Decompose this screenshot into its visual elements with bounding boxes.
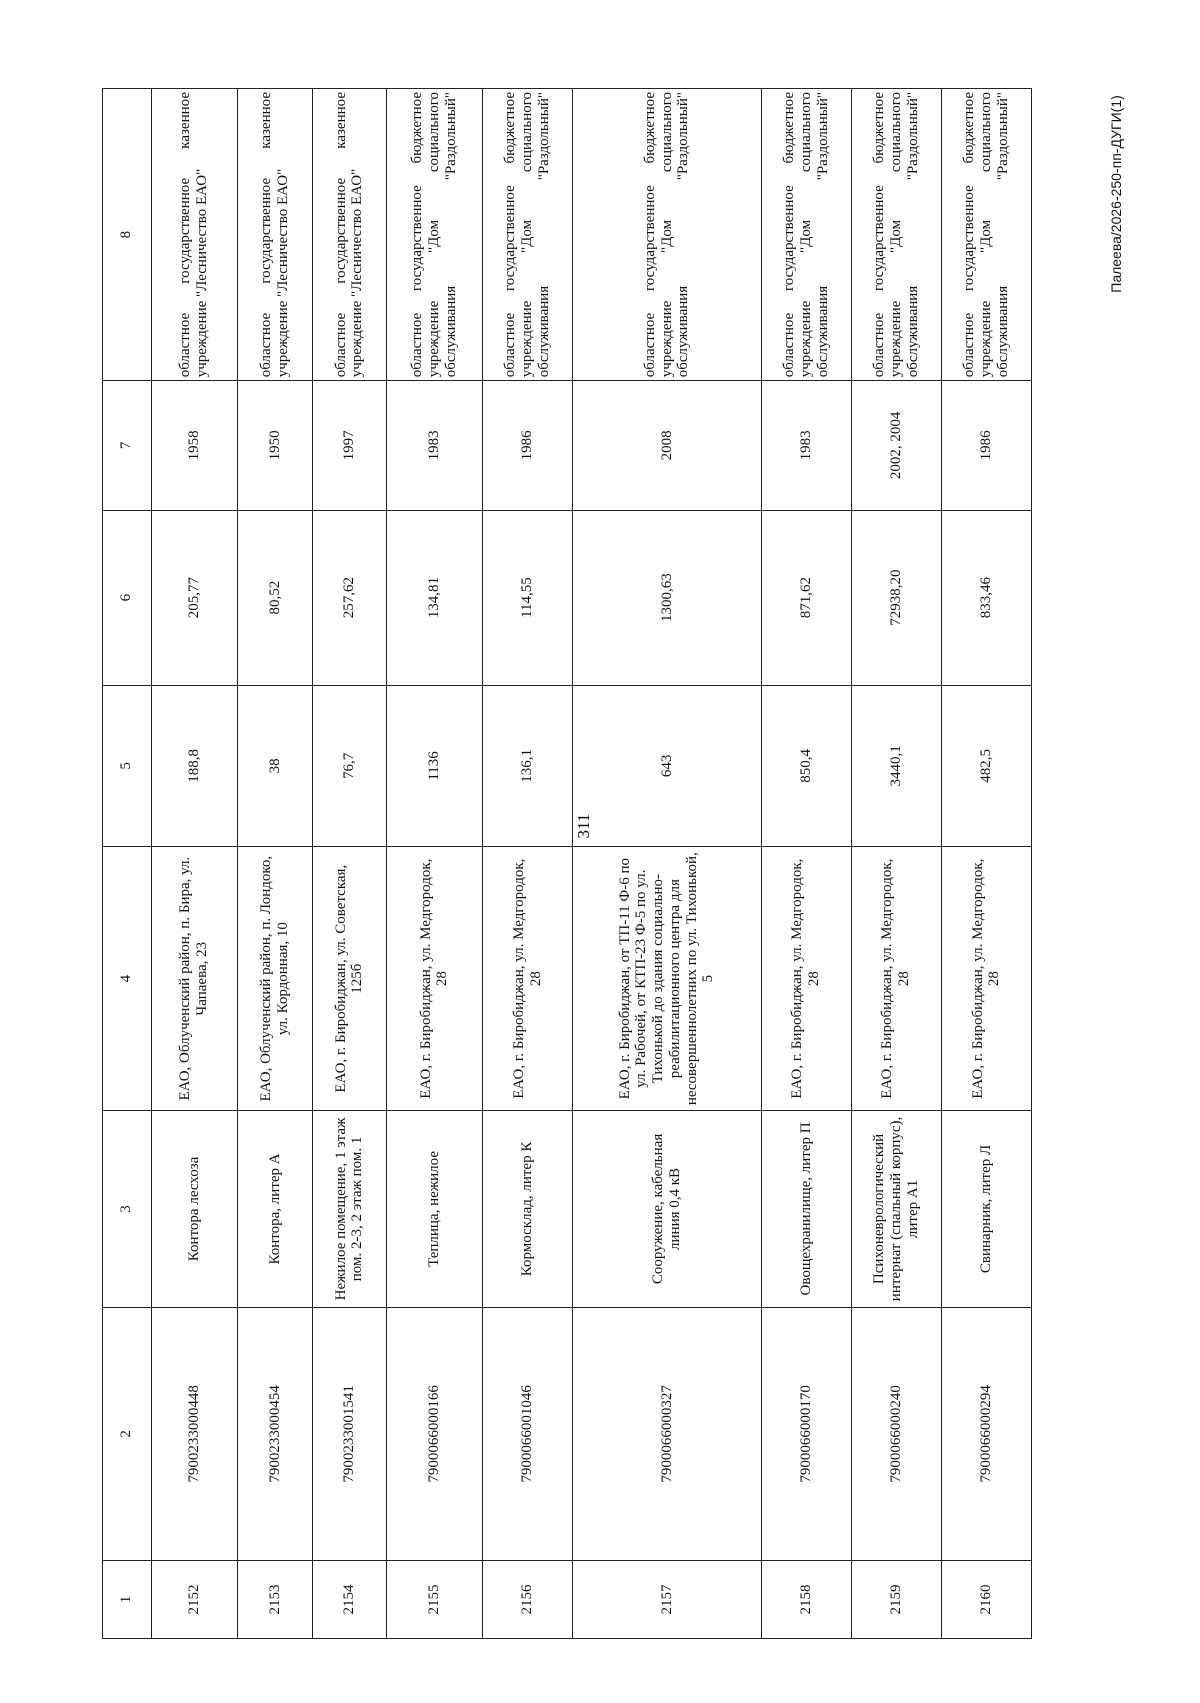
table-row — [941, 89, 1031, 1639]
registry-table — [102, 88, 1032, 1639]
header-cell: 4 — [103, 847, 152, 1111]
header-row — [103, 89, 152, 1639]
cell-row-number: 2155 — [386, 1560, 482, 1638]
cell-year: 1997 — [313, 381, 387, 510]
cell-holder: областное государственное бюджетное учреждение "Дом социального обслуживания "Раздольный" — [761, 89, 851, 381]
cell-year: 1983 — [761, 381, 851, 510]
table-row — [313, 89, 387, 1639]
cell-cadastral-number: 7900066000327 — [573, 1307, 761, 1560]
registry-table-body — [103, 89, 1032, 1639]
header-cell: 3 — [103, 1111, 152, 1308]
cell-object-name: Сооружение, кабельная линия 0,4 кВ — [573, 1111, 761, 1308]
cell-cadastral-number: 7900066000170 — [761, 1307, 851, 1560]
cell-value: 871,62 — [761, 510, 851, 685]
cell-row-number: 2159 — [851, 1560, 941, 1638]
cell-value: 833,46 — [941, 510, 1031, 685]
cell-holder: областное государственное казенное учреждение "Лесничество ЕАО" — [313, 89, 387, 381]
cell-row-number: 2160 — [941, 1560, 1031, 1638]
cell-value: 80,52 — [237, 510, 313, 685]
cell-area: 1136 — [386, 685, 482, 847]
cell-row-number: 2156 — [483, 1560, 573, 1638]
cell-area: 136,1 — [483, 685, 573, 847]
cell-year: 1986 — [941, 381, 1031, 510]
cell-cadastral-number: 7900233001541 — [313, 1307, 387, 1560]
page-number: 311 — [574, 813, 593, 839]
cell-object-name: Кормосклад, литер К — [483, 1111, 573, 1308]
header-cell: 6 — [103, 510, 152, 685]
cell-address: ЕАО, г. Биробиджан, от ТП-11 Ф-6 по ул. Рабочей, от КТП-23 Ф-5 по ул. Тихонькой до здания социально-реабилитационного центра для несовершеннолетних по ул. Тихонькой, 5 — [573, 847, 761, 1111]
registry-table-frame — [102, 88, 1032, 1639]
cell-area: 482,5 — [941, 685, 1031, 847]
table-row — [761, 89, 851, 1639]
table-row — [237, 89, 313, 1639]
cell-cadastral-number: 7900066001046 — [483, 1307, 573, 1560]
cell-object-name: Овощехранилище, литер П — [761, 1111, 851, 1308]
registry-table-rotated — [102, 88, 1032, 1639]
cell-cadastral-number: 7900066000240 — [851, 1307, 941, 1560]
cell-cadastral-number: 7900233000454 — [237, 1307, 313, 1560]
table-row — [573, 89, 761, 1639]
cell-area: 3440,1 — [851, 685, 941, 847]
table-row — [851, 89, 941, 1639]
cell-area: 850,4 — [761, 685, 851, 847]
cell-holder: областное государственное бюджетное учреждение "Дом социального обслуживания "Раздольный" — [941, 89, 1031, 381]
cell-area: 188,8 — [151, 685, 237, 847]
cell-cadastral-number: 7900233000448 — [151, 1307, 237, 1560]
cell-address: ЕАО, г. Биробиджан, ул. Медгородок, 28 — [851, 847, 941, 1111]
cell-value: 114,55 — [483, 510, 573, 685]
cell-year: 1986 — [483, 381, 573, 510]
cell-address: ЕАО, г. Биробиджан, ул. Советская, 125б — [313, 847, 387, 1111]
cell-row-number: 2154 — [313, 1560, 387, 1638]
cell-value: 205,77 — [151, 510, 237, 685]
cell-cadastral-number: 7900066000294 — [941, 1307, 1031, 1560]
cell-object-name: Свинарник, литер Л — [941, 1111, 1031, 1308]
cell-object-name: Контора, литер А — [237, 1111, 313, 1308]
cell-area: 643 — [573, 685, 761, 847]
cell-address: ЕАО, г. Биробиджан, ул. Медгородок, 28 — [941, 847, 1031, 1111]
cell-area: 38 — [237, 685, 313, 847]
cell-address: ЕАО, г. Биробиджан, ул. Медгородок, 28 — [386, 847, 482, 1111]
cell-value: 134,81 — [386, 510, 482, 685]
cell-holder: областное государственное казенное учреждение "Лесничество ЕАО" — [237, 89, 313, 381]
cell-object-name: Теплица, нежилое — [386, 1111, 482, 1308]
table-row — [483, 89, 573, 1639]
cell-holder: областное государственное бюджетное учреждение "Дом социального обслуживания "Раздольный" — [851, 89, 941, 381]
cell-holder: областное государственное бюджетное учреждение "Дом социального обслуживания "Раздольный" — [386, 89, 482, 381]
cell-address: ЕАО, г. Биробиджан, ул. Медгородок, 28 — [761, 847, 851, 1111]
header-cell: 8 — [103, 89, 152, 381]
cell-address: ЕАО, г. Биробиджан, ул. Медгородок, 28 — [483, 847, 573, 1111]
cell-year: 2002, 2004 — [851, 381, 941, 510]
cell-row-number: 2157 — [573, 1560, 761, 1638]
cell-year: 2008 — [573, 381, 761, 510]
cell-holder: областное государственное бюджетное учреждение "Дом социального обслуживания "Раздольный" — [573, 89, 761, 381]
cell-object-name: Психоневрологический интернат (спальный корпус), литер А1 — [851, 1111, 941, 1308]
header-cell: 5 — [103, 685, 152, 847]
cell-year: 1983 — [386, 381, 482, 510]
cell-cadastral-number: 7900066000166 — [386, 1307, 482, 1560]
cell-address: ЕАО, Облученский район, п. Бира, ул. Чапаева, 23 — [151, 847, 237, 1111]
cell-object-name: Контора лесхоза — [151, 1111, 237, 1308]
cell-area: 76,7 — [313, 685, 387, 847]
table-row — [386, 89, 482, 1639]
table-row — [151, 89, 237, 1639]
cell-value: 1300,63 — [573, 510, 761, 685]
header-cell: 7 — [103, 381, 152, 510]
cell-holder: областное государственное казенное учреждение "Лесничество ЕАО" — [151, 89, 237, 381]
cell-row-number: 2158 — [761, 1560, 851, 1638]
cell-object-name: Нежилое помещение, 1 этаж пом. 2-3, 2 этаж пом. 1 — [313, 1111, 387, 1308]
header-cell: 2 — [103, 1307, 152, 1560]
cell-year: 1950 — [237, 381, 313, 510]
cell-year: 1958 — [151, 381, 237, 510]
footer-document-code: Палеева/2026-250-пп-ДУГИ(1) — [1108, 95, 1124, 293]
cell-row-number: 2152 — [151, 1560, 237, 1638]
cell-value: 72938,20 — [851, 510, 941, 685]
header-cell: 1 — [103, 1560, 152, 1638]
cell-holder: областное государственное бюджетное учреждение "Дом социального обслуживания "Раздольный" — [483, 89, 573, 381]
cell-value: 257,62 — [313, 510, 387, 685]
cell-address: ЕАО, Облученский район, п. Лондоко, ул. Кордонная, 10 — [237, 847, 313, 1111]
cell-row-number: 2153 — [237, 1560, 313, 1638]
